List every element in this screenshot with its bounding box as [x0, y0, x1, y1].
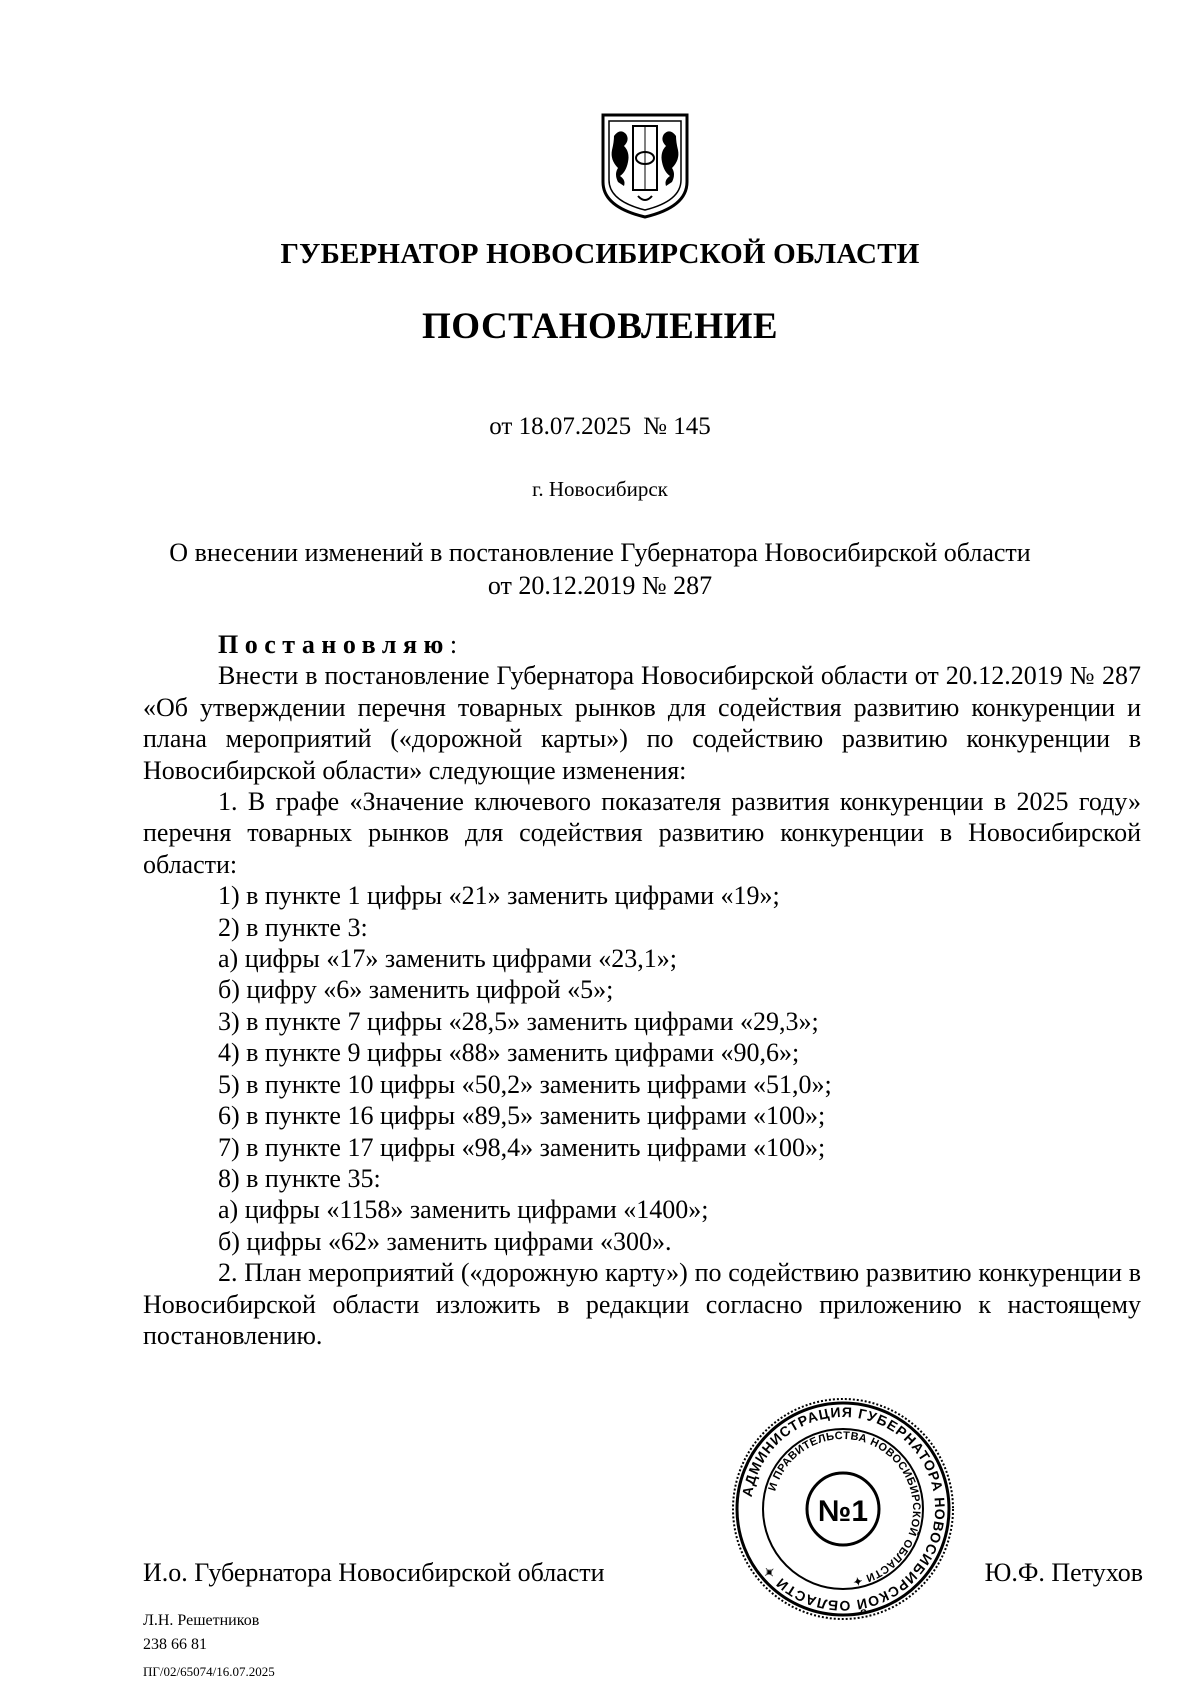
decree-colon: :: [449, 630, 458, 659]
subitem: б) цифру «6» заменить цифрой «5»;: [218, 975, 614, 1005]
decree-heading: [143, 629, 1141, 660]
document-subject: [150, 536, 1050, 602]
signatory-position: И.о. Губернатора Новосибирской области: [143, 1558, 605, 1587]
subject-line-2: от 20.12.2019 № 287: [487, 571, 713, 600]
svg-text:АДМИНИСТРАЦИЯ ГУБЕРНАТОРА НОВО: АДМИНИСТРАЦИЯ ГУБЕРНАТОРА НОВОСИБИРСКОЙ ОБЛАСТИ ✦: [738, 1403, 949, 1615]
subitem: б) цифры «62» заменить цифрами «300».: [218, 1226, 672, 1256]
subitem: 1) в пункте 1 цифры «21» заменить цифрами «19»;: [218, 881, 780, 911]
document-type: ПОСТАНОВЛЕНИЕ: [421, 306, 779, 347]
seal-number: №1: [817, 1495, 869, 1528]
coat-of-arms-icon: [600, 112, 690, 220]
document-body: [143, 629, 1141, 1351]
footer-executor: Л.Н. Решетников: [143, 1612, 260, 1629]
document-number: № 145: [643, 413, 711, 440]
subitem: 8) в пункте 35:: [218, 1163, 381, 1193]
subitem: 6) в пункте 16 цифры «89,5» заменить цифрами «100»;: [218, 1101, 826, 1131]
subitem: 2) в пункте 3:: [218, 912, 368, 942]
subitem: а) цифры «1158» заменить цифрами «1400»;: [218, 1195, 709, 1225]
subitem: 7) в пункте 17 цифры «98,4» заменить цифрами «100»;: [218, 1132, 826, 1162]
item-2: 2. План мероприятий («дорожную карту») по содействию развитию конкуренции в Новосибирской области изложить в редакции согласно приложению к настоящему постановлению.: [143, 1258, 1141, 1350]
intro-paragraph: Внести в постановление Губернатора Новосибирской области от 20.12.2019 № 287 «Об утверждении перечня товарных рынков для содействия развитию конкуренции и плана мероприятий («дорожной карты») по содействию развитию конкуренции в Новосибирской области» следующие изменения:: [143, 661, 1141, 785]
footer-phone: 238 66 81: [143, 1636, 207, 1653]
footer-reg-number: ПГ/02/65074/16.07.2025: [143, 1664, 275, 1679]
svg-text:И ПРАВИТЕЛЬСТВА НОВОСИБИРСКОЙ: И ПРАВИТЕЛЬСТВА НОВОСИБИРСКОЙ ОБЛАСТИ ✦: [766, 1429, 923, 1588]
signatory-name: Ю.Ф. Петухов: [984, 1558, 1143, 1587]
decree-word: Постановляю: [218, 630, 450, 659]
document-date: от 18.07.2025: [489, 413, 632, 440]
subitem: а) цифры «17» заменить цифрами «23,1»;: [218, 944, 677, 974]
subitem: 4) в пункте 9 цифры «88» заменить цифрами «90,6»;: [218, 1038, 800, 1068]
document-city: г. Новосибирск: [532, 477, 668, 501]
subject-line-1: О внесении изменений в постановление Губернатора Новосибирской области: [169, 538, 1031, 567]
subitem: 3) в пункте 7 цифры «28,5» заменить цифрами «29,3»;: [218, 1006, 819, 1036]
official-seal-stamp: [728, 1394, 958, 1624]
authority-title: ГУБЕРНАТОР НОВОСИБИРСКОЙ ОБЛАСТИ: [280, 238, 920, 270]
subitem: 5) в пункте 10 цифры «50,2» заменить цифрами «51,0»;: [218, 1069, 832, 1099]
item-1: 1. В графе «Значение ключевого показателя развития конкуренции в 2025 году» перечня товарных рынков для содействия развитию конкуренции в Новосибирской области:: [143, 787, 1141, 879]
document-date-line: [0, 413, 1200, 441]
